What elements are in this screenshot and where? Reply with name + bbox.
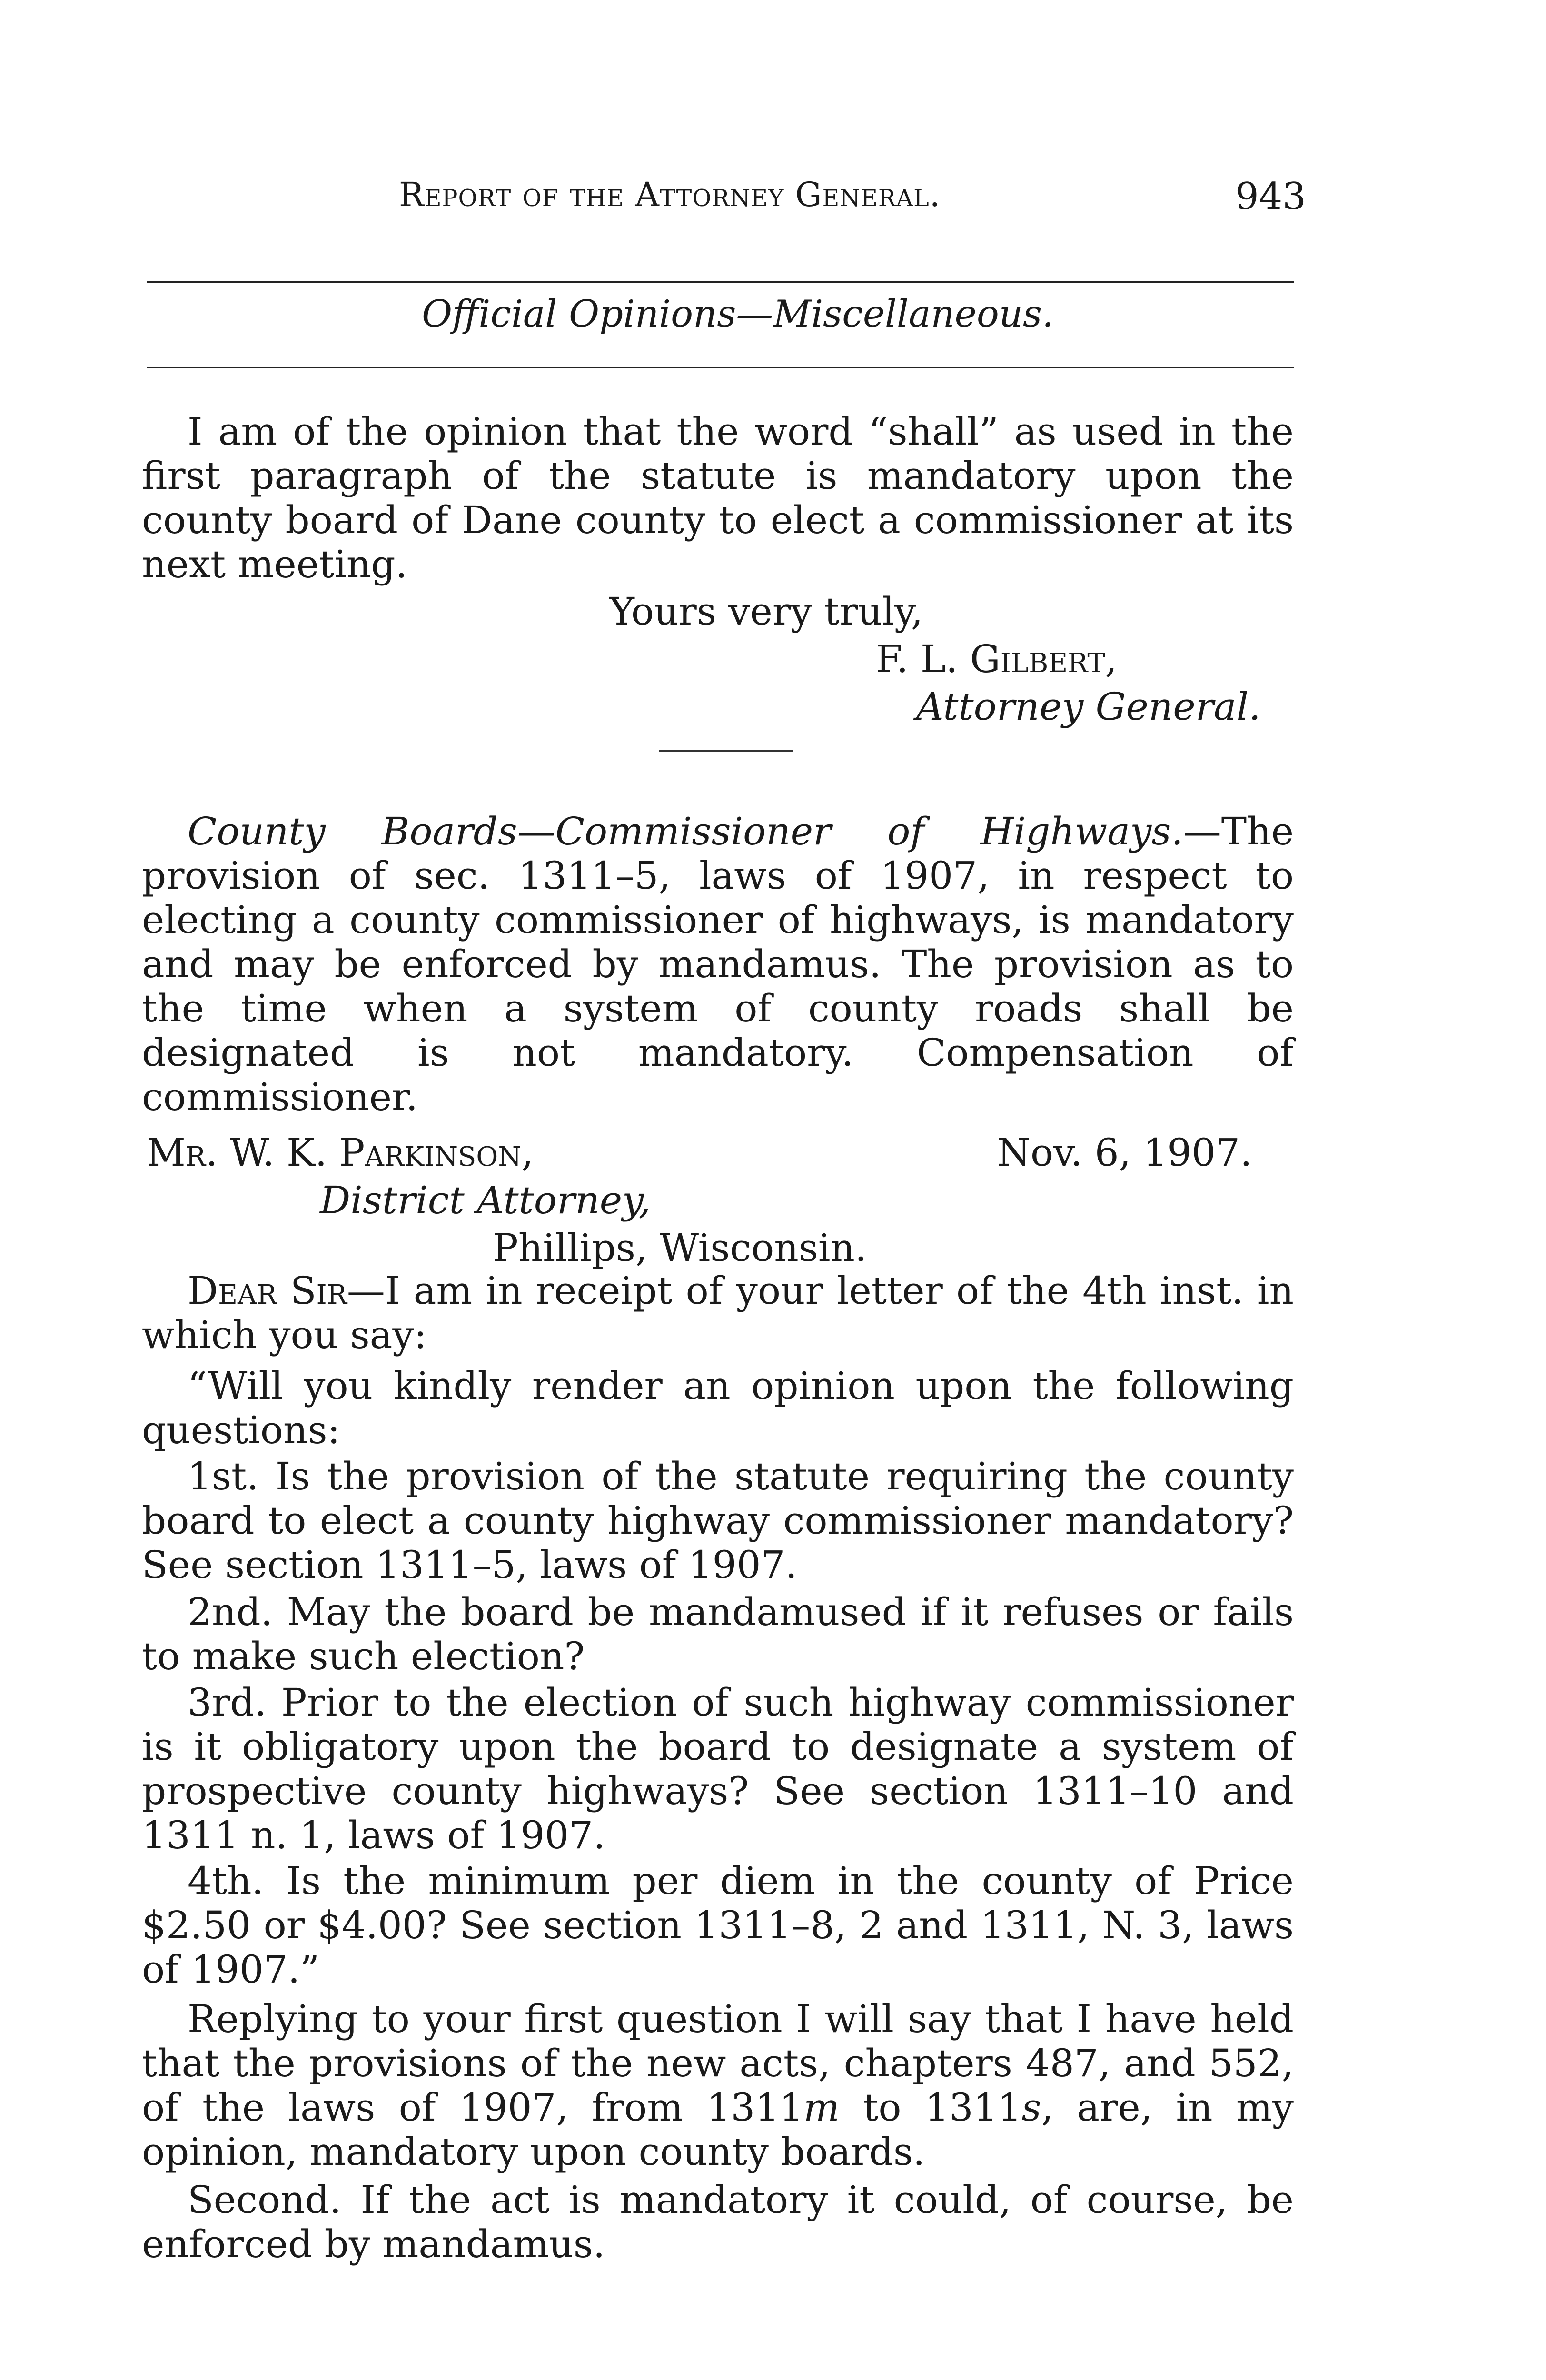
question-4: 4th. Is the minimum per diem in the county of Price $2.50 or $4.00? See section 1311–8, 2 and 1311, N. 3, laws of 1907.” (142, 1859, 1294, 1992)
closing-salutation: Yours very truly, (609, 589, 923, 634)
question-2: 2nd. May the board be mandamused if it refuses or fails to make such election? (142, 1590, 1294, 1678)
letter-salutation: Dear Sir (188, 1269, 347, 1313)
signatory-title: Attorney General. (916, 684, 1261, 729)
opening-paragraph: I am of the opinion that the word “shall” as used in the first paragraph of the statute is mandatory upon the county board of Dane county to elect a commissioner at its next meeting. (142, 409, 1294, 586)
recipient-location: Phillips, Wisconsin. (493, 1226, 867, 1270)
headnote-text: —The provision of sec. 1311–5, laws of 1907, in respect to electing a county commissioner of highways, is mandatory and may be enforced by mandamus. The provision as to the time when a system of county roads shall be designated is not mandatory. Compensation of commissioner. (142, 809, 1294, 1119)
letter-date: Nov. 6, 1907. (997, 1130, 1252, 1175)
question-1: 1st. Is the provision of the statute requiring the county board to elect a county highway commissioner mandatory? See section 1311–5, laws of 1907. (142, 1454, 1294, 1587)
recipient-office: District Attorney, (320, 1178, 651, 1222)
header-rule-bottom (147, 367, 1294, 368)
signatory-name: F. L. Gilbert, (876, 637, 1118, 681)
reply-section-s: s (1021, 2085, 1041, 2130)
page-number: 943 (1235, 175, 1306, 218)
reply-text-start: Replying to your first question I will say that I have held that the provisions of the new acts, chapters 487, and 552, of the laws of 1907, from 1311 (142, 1997, 1294, 2130)
quote-intro: “Will you kindly render an opinion upon the following questions: (142, 1364, 1294, 1452)
header-rule-top (147, 281, 1294, 283)
section-title: Official Opinions—Miscellaneous. (422, 293, 1054, 336)
letter-opening (142, 1269, 1294, 1357)
running-header-title: Report of the Attorney General. (399, 175, 941, 214)
section-divider (659, 750, 793, 752)
letter-opening-text: —I am in receipt of your letter of the 4th inst. in which you say: (142, 1269, 1294, 1357)
headnote (142, 809, 1294, 1119)
headnote-lead: County Boards—Commissioner of Highways. (188, 809, 1183, 853)
second-reply-paragraph: Second. If the act is mandatory it could, of course, be enforced by mandamus. (142, 2178, 1294, 2266)
question-3: 3rd. Prior to the election of such highway commissioner is it obligatory upon the board to designate a system of prospective county highways? See section 1311–10 and 1311 n. 1, laws of 1907. (142, 1680, 1294, 1857)
reply-text-mid: to 1311 (839, 2085, 1022, 2130)
reply-paragraph (142, 1997, 1294, 2174)
recipient-name: Mr. W. K. Parkinson, (147, 1130, 534, 1175)
reply-section-m: m (803, 2085, 840, 2130)
reply-text-end: , are, in my opinion, mandatory upon county boards. (142, 2085, 1294, 2174)
